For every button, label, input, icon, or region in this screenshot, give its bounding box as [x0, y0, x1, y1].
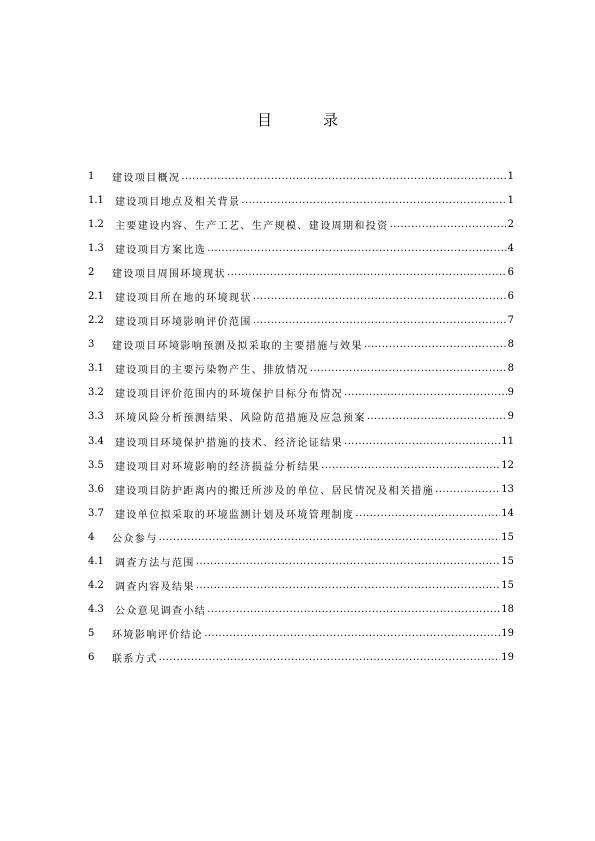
toc-entry-number: 4 — [88, 531, 95, 543]
toc-title: 目 录 — [256, 111, 356, 129]
toc-entry-number: 2 — [88, 266, 95, 278]
toc-entry-title: 建设项目周围环境现状 — [112, 268, 226, 280]
toc-dot-leader — [343, 387, 507, 398]
toc-entry-title: 建设项目地点及相关背景 — [115, 196, 241, 208]
toc-entry-title: 建设单位拟采取的环境监测计划及环境管理制度 — [115, 509, 355, 521]
toc-dot-leader — [206, 604, 500, 615]
toc-dot-leader — [195, 580, 500, 591]
toc-dot-leader — [158, 532, 501, 543]
toc-entry-page-number: 9 — [507, 411, 514, 423]
toc-entry-page-number: 8 — [507, 339, 514, 351]
toc-entry-page-number: 12 — [501, 459, 514, 471]
toc-entry[interactable] — [88, 453, 514, 477]
toc-entry[interactable] — [88, 501, 514, 525]
toc-list — [88, 164, 514, 670]
toc-entry-number: 3.4 — [88, 435, 104, 447]
toc-entry[interactable] — [88, 309, 514, 333]
toc-entry-page-number: 11 — [501, 435, 514, 447]
toc-entry-number: 2.1 — [88, 291, 104, 303]
toc-entry-number: 4.2 — [88, 580, 104, 592]
toc-dot-leader — [354, 508, 500, 519]
toc-entry-title: 调查方法与范围 — [115, 558, 195, 570]
toc-entry-number: 6 — [88, 652, 95, 664]
toc-entry[interactable] — [88, 550, 514, 574]
toc-entry-number: 1 — [88, 170, 95, 182]
toc-dot-leader — [252, 291, 507, 302]
toc-entry-title: 调查内容及结果 — [115, 582, 195, 594]
toc-entry[interactable] — [88, 405, 514, 429]
toc-entry-title: 建设项目防护距离内的搬迁所涉及的单位、居民情况及相关措施 — [115, 485, 435, 497]
toc-entry-title: 主要建设内容、生产工艺、生产规模、建设周期和投资 — [115, 220, 389, 232]
toc-entry-page-number: 15 — [501, 580, 514, 592]
toc-entry-page-number: 4 — [507, 242, 514, 254]
toc-entry[interactable] — [88, 260, 514, 284]
toc-entry[interactable] — [88, 429, 514, 453]
toc-entry-number: 1.1 — [88, 194, 104, 206]
toc-dot-leader — [252, 315, 507, 326]
toc-entry-number: 3.2 — [88, 387, 104, 399]
toc-entry[interactable] — [88, 622, 514, 646]
toc-entry-page-number: 2 — [507, 218, 514, 230]
toc-entry-page-number: 1 — [507, 194, 514, 206]
toc-entry[interactable] — [88, 525, 514, 549]
toc-dot-leader — [158, 652, 501, 663]
toc-dot-leader — [226, 267, 507, 278]
toc-entry[interactable] — [88, 646, 514, 670]
toc-entry-page-number: 15 — [501, 556, 514, 568]
toc-entry-page-number: 6 — [507, 291, 514, 303]
toc-entry[interactable] — [88, 212, 514, 236]
toc-entry-page-number: 15 — [501, 531, 514, 543]
toc-dot-leader — [366, 411, 507, 422]
toc-dot-leader — [343, 436, 500, 447]
toc-dot-leader — [309, 363, 507, 374]
toc-entry-page-number: 19 — [501, 628, 514, 640]
toc-entry-title: 环境风险分析预测结果、风险防范措施及应急预案 — [115, 413, 366, 425]
toc-entry-page-number: 6 — [507, 266, 514, 278]
toc-entry[interactable] — [88, 357, 514, 381]
toc-entry-number: 1.3 — [88, 242, 104, 254]
toc-entry[interactable] — [88, 477, 514, 501]
toc-entry-page-number: 18 — [501, 604, 514, 616]
toc-entry-title: 建设项目方案比选 — [115, 244, 207, 256]
toc-entry-page-number: 14 — [501, 507, 514, 519]
toc-entry-title: 建设项目概况 — [112, 172, 181, 184]
toc-entry-title: 公众意见调查小结 — [115, 606, 207, 618]
toc-entry[interactable] — [88, 188, 514, 212]
toc-entry-title: 公众参与 — [112, 533, 158, 545]
toc-dot-leader — [363, 339, 507, 350]
toc-entry-page-number: 13 — [501, 483, 514, 495]
toc-entry-title: 联系方式 — [112, 654, 158, 666]
toc-entry[interactable] — [88, 598, 514, 622]
toc-dot-leader — [203, 628, 500, 639]
toc-entry-title: 建设项目所在地的环境现状 — [115, 293, 252, 305]
toc-entry-title: 环境影响评价结论 — [112, 630, 204, 642]
toc-dot-leader — [389, 219, 507, 230]
toc-entry-number: 3 — [88, 339, 95, 351]
toc-entry[interactable] — [88, 284, 514, 308]
toc-entry[interactable] — [88, 236, 514, 260]
toc-entry-number: 2.2 — [88, 315, 104, 327]
toc-entry-title: 建设项目环境保护措施的技术、经济论证结果 — [115, 437, 343, 449]
toc-entry-page-number: 7 — [507, 315, 514, 327]
toc-entry-title: 建设项目环境影响预测及拟采取的主要措施与效果 — [112, 341, 363, 353]
toc-dot-leader — [195, 556, 500, 567]
toc-entry-page-number: 8 — [507, 363, 514, 375]
toc-entry-number: 3.1 — [88, 363, 104, 375]
toc-entry-title: 建设项目对环境影响的经济损益分析结果 — [115, 461, 321, 473]
toc-dot-leader — [320, 460, 500, 471]
toc-entry-title: 建设项目评价范围内的环境保护目标分布情况 — [115, 389, 343, 401]
toc-entry-number: 3.7 — [88, 507, 104, 519]
toc-entry-title: 建设项目环境影响评价范围 — [115, 317, 252, 329]
toc-dot-leader — [434, 484, 500, 495]
toc-entry-number: 5 — [88, 628, 95, 640]
toc-entry-number: 3.5 — [88, 459, 104, 471]
toc-entry-number: 3.6 — [88, 483, 104, 495]
toc-entry[interactable] — [88, 333, 514, 357]
toc-entry[interactable] — [88, 574, 514, 598]
toc-entry-number: 4.3 — [88, 604, 104, 616]
toc-dot-leader — [180, 171, 506, 182]
toc-entry[interactable] — [88, 381, 514, 405]
toc-dot-leader — [206, 243, 506, 254]
toc-entry-title: 建设项目的主要污染物产生、排放情况 — [115, 365, 309, 377]
toc-entry-number: 1.2 — [88, 218, 104, 230]
toc-entry-number: 4.1 — [88, 556, 104, 568]
toc-entry-page-number: 1 — [507, 170, 514, 182]
toc-entry-page-number: 19 — [501, 652, 514, 664]
toc-dot-leader — [240, 195, 506, 206]
toc-entry-page-number: 9 — [507, 387, 514, 399]
toc-entry[interactable] — [88, 164, 514, 188]
toc-entry-number: 3.3 — [88, 411, 104, 423]
